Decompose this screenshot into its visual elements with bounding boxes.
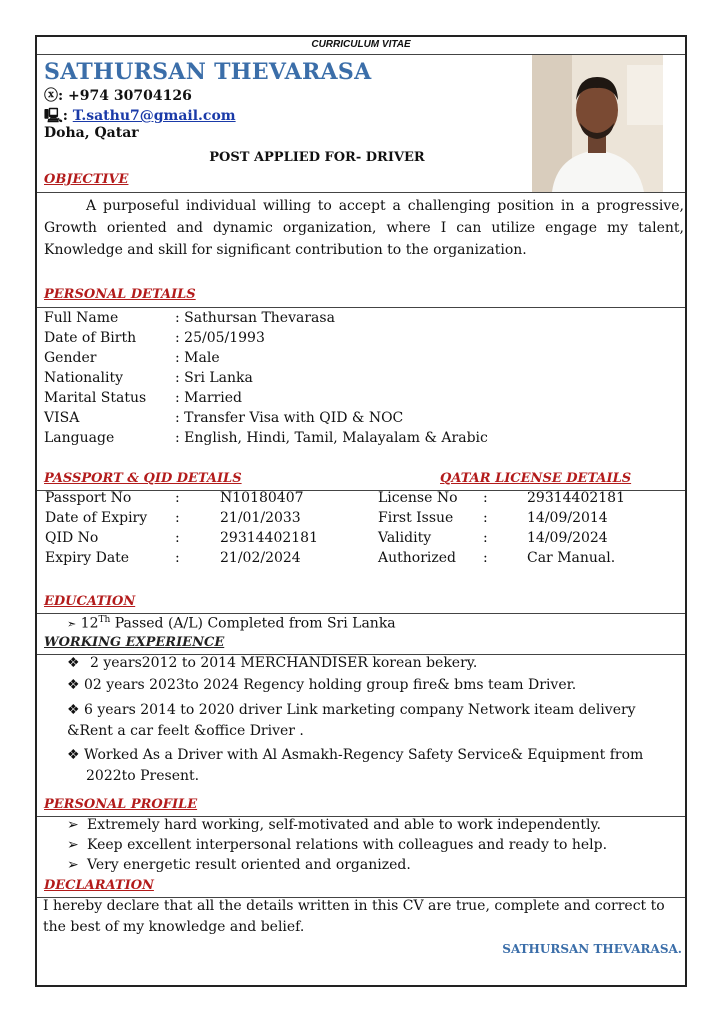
profile-item: Very energetic result oriented and organized. [87,857,411,873]
passport-label: Passport No [45,490,132,506]
email-line: 🖳: T.sathu7@gmail.com [44,108,236,124]
candidate-name: SATHURSAN THEVARASA [44,59,372,85]
passport-sep: : [175,530,180,546]
declaration-line-2: the best of my knowledge and belief. [43,919,305,935]
experience-item: 2022to Present. [86,768,200,784]
arrow-bullet-icon: ➣ [67,617,77,631]
phone-icon: ⓧ [44,88,58,104]
profile-photo [532,55,663,192]
phone-number: +974 30704126 [68,88,192,104]
passport-value: 21/01/2033 [220,510,301,526]
education-item: ➣ 12Th Passed (A/L) Completed from Sri Lanka [67,615,396,632]
passport-label: QID No [45,530,99,546]
experience-item: 6 years 2014 to 2020 driver Link marketing company Network iteam delivery [84,702,636,718]
experience-item: &Rent a car feelt &office Driver . [67,723,304,739]
detail-value: : Sathursan Thevarasa [175,310,335,326]
arrow-bullet-icon: ➢ [67,817,79,833]
declaration-heading: DECLARATION [44,878,154,893]
license-sep: : [483,490,488,506]
education-rule [37,613,685,614]
diamond-bullet-icon: ❖ [67,747,80,763]
detail-label: Marital Status [44,390,147,406]
signature: SATHURSAN THEVARASA. [502,942,682,956]
diamond-bullet-icon: ❖ [67,655,80,671]
objective-text: A purposeful individual willing to accept a challenging position in a progressive, Growth oriented and dynamic organization, where I can utilize engage my talent, Knowledge and skill for significant contribution to the organization. [44,198,684,258]
license-sep: : [483,530,488,546]
declaration-line-1: I hereby declare that all the details written in this CV are true, complete and correct to [43,898,665,914]
license-label: License No [378,490,458,506]
computer-icon: 🖳 [44,108,63,124]
passport-value: 29314402181 [220,530,318,546]
passport-label: Date of Expiry [45,510,148,526]
diamond-bullet-icon: ❖ [67,702,80,718]
profile-item: Extremely hard working, self-motivated and able to work independently. [87,817,601,833]
passport-sep: : [175,550,180,566]
personal-heading: PERSONAL DETAILS [44,287,196,302]
detail-value: : English, Hindi, Tamil, Malayalam & Arabic [175,430,488,446]
location: Doha, Qatar [44,125,139,141]
profile-heading: PERSONAL PROFILE [44,797,198,812]
post-applied: POST APPLIED FOR- DRIVER [209,150,425,165]
license-value: Car Manual. [527,550,616,566]
passport-label: Expiry Date [45,550,130,566]
arrow-bullet-icon: ➢ [67,837,79,853]
license-label: Validity [378,530,432,546]
cv-page [35,35,687,987]
passport-sep: : [175,510,180,526]
detail-label: VISA [44,410,80,426]
passport-sep: : [175,490,180,506]
detail-value: : Transfer Visa with QID & NOC [175,410,404,426]
detail-value: : Married [175,390,242,406]
detail-value: : 25/05/1993 [175,330,265,346]
arrow-bullet-icon: ➢ [67,857,79,873]
passport-value: N10180407 [220,490,304,506]
license-value: 14/09/2014 [527,510,608,526]
license-value: 29314402181 [527,490,625,506]
objective-heading: OBJECTIVE [44,172,129,187]
detail-label: Nationality [44,370,123,386]
detail-value: : Male [175,350,220,366]
passport-heading: PASSPORT & QID DETAILS [44,471,242,486]
diamond-bullet-icon: ❖ [67,677,80,693]
profile-item: Keep excellent interpersonal relations with colleagues and ready to help. [87,837,608,853]
document-title: CURRICULUM VITAE [311,39,411,50]
license-label: Authorized [378,550,456,566]
detail-label: Language [44,430,115,446]
experience-item: Worked As a Driver with Al Asmakh-Regency Safety Service& Equipment from [84,747,644,763]
detail-label: Date of Birth [44,330,137,346]
experience-item: 2 years2012 to 2014 MERCHANDISER korean bekery. [90,655,478,671]
license-value: 14/09/2024 [527,530,608,546]
detail-label: Gender [44,350,97,366]
education-heading: EDUCATION [44,594,136,609]
detail-value: : Sri Lanka [175,370,253,386]
objective-rule [37,192,685,193]
license-sep: : [483,510,488,526]
detail-label: Full Name [44,310,119,326]
experience-item: 02 years 2023to 2024 Regency holding group fire& bms team Driver. [84,677,577,693]
passport-value: 21/02/2024 [220,550,301,566]
phone-line: ⓧ: +974 30704126 [44,88,192,104]
personal-rule [37,307,685,308]
license-sep: : [483,550,488,566]
license-label: First Issue [378,510,454,526]
email-link[interactable]: T.sathu7@gmail.com [72,108,236,124]
license-heading: QATAR LICENSE DETAILS [440,471,632,486]
experience-heading: WORKING EXPERIENCE [44,635,225,650]
